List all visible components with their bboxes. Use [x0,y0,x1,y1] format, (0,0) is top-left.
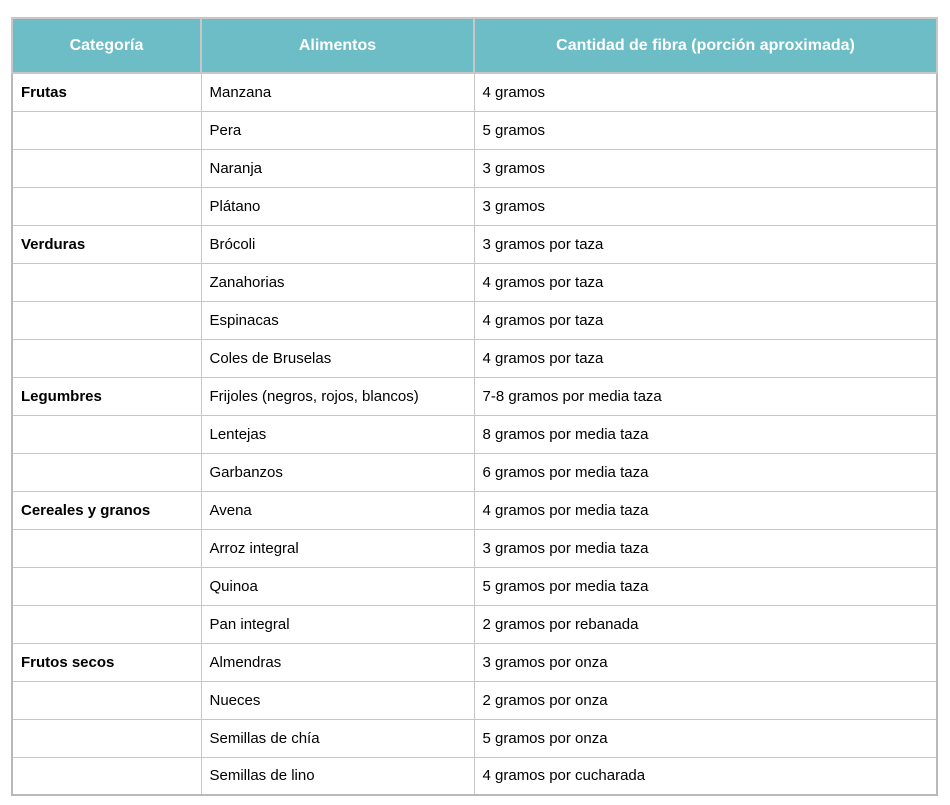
cell-fibra: 2 gramos por onza [474,681,937,719]
cell-alimento: Manzana [201,73,474,111]
table-row [12,643,937,681]
cell-fibra: 4 gramos por media taza [474,491,937,529]
cell-categoria: Verduras [12,225,201,263]
cell-alimento: Coles de Bruselas [201,339,474,377]
cell-categoria [12,149,201,187]
table-row [12,225,937,263]
cell-categoria [12,567,201,605]
cell-alimento: Semillas de chía [201,719,474,757]
cell-fibra: 2 gramos por rebanada [474,605,937,643]
table-row [12,757,937,795]
cell-alimento: Arroz integral [201,529,474,567]
column-header-categoria: Categoría [12,18,201,73]
cell-fibra: 4 gramos por taza [474,339,937,377]
column-header-fibra: Cantidad de fibra (porción aproximada) [474,18,937,73]
cell-fibra: 6 gramos por media taza [474,453,937,491]
table-row [12,605,937,643]
table-row [12,681,937,719]
cell-categoria [12,263,201,301]
cell-categoria [12,453,201,491]
table-row [12,491,937,529]
cell-fibra: 5 gramos por media taza [474,567,937,605]
cell-alimento: Nueces [201,681,474,719]
cell-alimento: Pera [201,111,474,149]
cell-fibra: 5 gramos [474,111,937,149]
table-row [12,719,937,757]
cell-categoria [12,681,201,719]
cell-fibra: 3 gramos por taza [474,225,937,263]
table-row [12,453,937,491]
table-row [12,415,937,453]
cell-alimento: Espinacas [201,301,474,339]
cell-categoria [12,187,201,225]
cell-alimento: Semillas de lino [201,757,474,795]
column-header-alimentos: Alimentos [201,18,474,73]
cell-alimento: Pan integral [201,605,474,643]
cell-alimento: Brócoli [201,225,474,263]
table-row [12,339,937,377]
cell-categoria [12,339,201,377]
cell-categoria: Frutas [12,73,201,111]
cell-categoria [12,301,201,339]
fiber-table [11,17,938,796]
cell-fibra: 4 gramos por cucharada [474,757,937,795]
cell-fibra: 3 gramos por onza [474,643,937,681]
table-row [12,149,937,187]
cell-fibra: 7-8 gramos por media taza [474,377,937,415]
cell-alimento: Frijoles (negros, rojos, blancos) [201,377,474,415]
table-row [12,377,937,415]
cell-alimento: Zanahorias [201,263,474,301]
cell-categoria [12,605,201,643]
cell-categoria: Frutos secos [12,643,201,681]
header-row [12,18,937,73]
cell-categoria: Cereales y granos [12,491,201,529]
table-row [12,301,937,339]
cell-alimento: Lentejas [201,415,474,453]
cell-fibra: 4 gramos [474,73,937,111]
cell-alimento: Garbanzos [201,453,474,491]
table-row [12,187,937,225]
cell-fibra: 3 gramos por media taza [474,529,937,567]
cell-alimento: Avena [201,491,474,529]
cell-fibra: 3 gramos [474,187,937,225]
cell-fibra: 8 gramos por media taza [474,415,937,453]
cell-categoria [12,719,201,757]
cell-categoria: Legumbres [12,377,201,415]
fiber-table-container [11,17,938,796]
cell-alimento: Plátano [201,187,474,225]
cell-alimento: Naranja [201,149,474,187]
table-row [12,111,937,149]
cell-categoria [12,111,201,149]
cell-alimento: Quinoa [201,567,474,605]
cell-alimento: Almendras [201,643,474,681]
cell-fibra: 3 gramos [474,149,937,187]
table-row [12,529,937,567]
cell-categoria [12,757,201,795]
cell-fibra: 4 gramos por taza [474,301,937,339]
cell-categoria [12,529,201,567]
cell-fibra: 5 gramos por onza [474,719,937,757]
cell-categoria [12,415,201,453]
table-row [12,73,937,111]
table-row [12,263,937,301]
table-row [12,567,937,605]
cell-fibra: 4 gramos por taza [474,263,937,301]
